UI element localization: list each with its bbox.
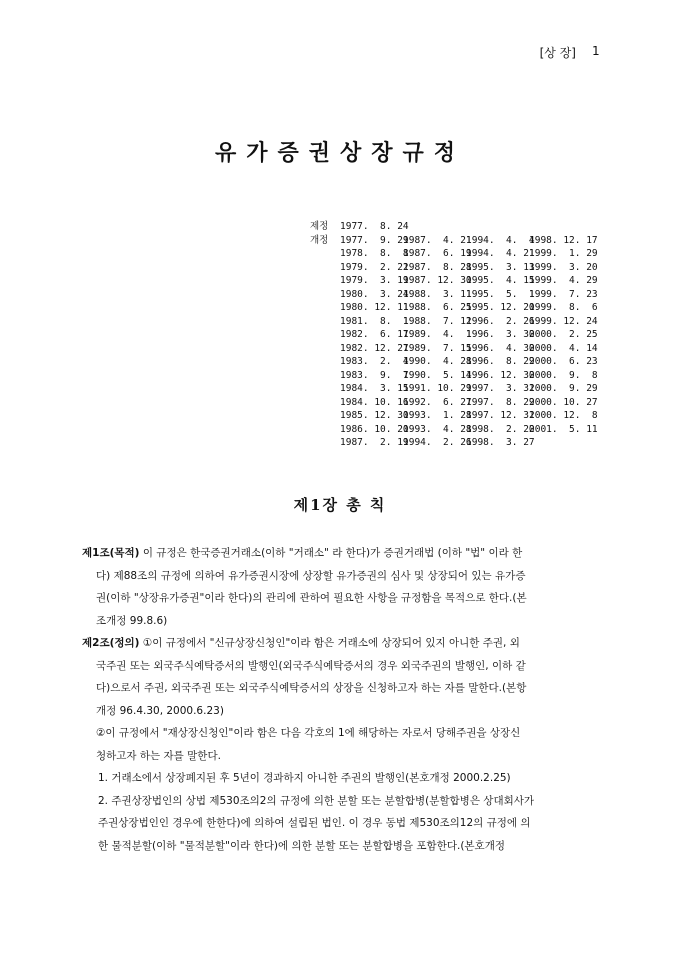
enacted-label: 제정 [310,221,329,232]
article-2-line: 국주권 또는 외국주식예탁증서의 발행인(외국주식예탁증서의 경우 외국주권의 발행인, 이하 같 [96,659,526,672]
amendment-date: 2000. 9. 8 [529,369,598,381]
section-label: [상 장] [539,46,576,60]
article-1-line: 권(이하 "상장유가증권"이라 한다)의 관리에 관하여 필요한 사항을 규정함을 목적으로 한다.(본 [96,592,527,604]
amendment-date: 1999. 7. 23 [529,288,598,300]
amendment-date: 1998. 12. 17 [529,234,598,246]
amendment-date: 1980. 3. 24 [340,288,409,300]
article-2-item-2-line: 주권상장법인인 경우에 한한다)에 의하여 설립된 법인. 이 경우 동법 제530조의12의 규정에 의 [98,817,531,829]
article-2-line: 개정 96.4.30, 2000.6.23) [96,704,224,717]
amendment-row [310,409,598,423]
amendment-row [310,261,598,275]
article-2-item-2-line: 2. 주권상장법인의 상법 제530조의2의 규정에 의한 분할 또는 분할합병(분할합병은 상대회사가 [98,794,535,807]
amendment-date: 1979. 2. 22 [340,261,409,273]
article-1-line: 다) 제88조의 규정에 의하여 유가증권시장에 상장할 유가증권의 심사 및 상장되어 있는 유가증 [96,569,526,582]
amendment-date: 1993. 4. 28 [403,423,472,435]
document-title: 유가증권상장규정 [214,140,466,166]
amendment-date: 2001. 5. 11 [529,423,598,435]
amendment-date: 1999. 3. 20 [529,261,598,273]
amendment-date: 1982. 12. 27 [340,342,409,354]
amendment-row [310,274,598,288]
document-body [82,542,602,857]
amendment-row [310,423,598,437]
amendment-row [310,396,598,410]
amendment-row [310,315,598,329]
amendment-row [310,382,598,396]
amendment-date: 1996. 2. 26 [466,315,535,327]
article-2-heading: 제2조(정의) [82,637,140,649]
amendment-date: 2000. 2. 25 [529,329,598,340]
amendment-date: 1989. 4. 1 [403,329,472,340]
article-2-line: 다)으로서 주권, 외국주권 또는 외국주식예탁증서의 상장을 신청하고자 하는 자를 말한다.(본항 [96,682,527,694]
amendment-date: 1995. 3. 13 [466,261,535,273]
amendment-date: 1984. 3. 15 [340,383,409,394]
amendment-date: 1987. 2. 19 [340,437,409,448]
amendment-date: 1989. 7. 15 [403,342,472,354]
amendment-date: 1978. 8. 8 [340,248,409,259]
amendment-date: 1988. 3. 11 [403,288,472,300]
amendment-date: 1998. 2. 20 [466,423,535,435]
amendment-date: 1996. 3. 30 [466,329,535,340]
amendment-date: 1980. 12. 11 [340,302,409,313]
amendment-date: 1977. 9. 29 [340,234,409,246]
page-header [539,44,600,61]
amendment-date: 1983. 2. 4 [340,356,409,367]
amendment-date: 1994. 4. 4 [466,234,535,246]
article-2-paragraph-2-line: 청하고자 하는 자를 말한다. [96,749,221,762]
amendment-date: 1996. 12. 30 [466,369,535,381]
amendment-date: 1986. 10. 20 [340,423,409,435]
article-1-line: 조개정 99.8.6) [96,614,168,627]
amendment-row [310,342,598,356]
article-1 [82,542,602,632]
article-2-item-2-line: 한 물적분할(이하 "물적분할"이라 한다)에 의한 분할 또는 분할합병을 포함한다.(본호개정 [98,839,505,852]
amendment-date: 1987. 4. 21 [403,234,472,246]
article-1-line: 제1조(목적) 이 규정은 한국증권거래소(이하 "거래소" 라 한다)가 증권거래법 (이하 "법" 이라 한 [82,547,523,559]
amendment-date: 1987. 6. 19 [403,248,472,259]
amendment-date: 1996. 4. 30 [466,342,535,354]
amendment-date: 2000. 4. 14 [529,342,598,354]
page-number: 1 [592,44,600,58]
amendment-dates-table [310,220,598,450]
article-2-item-1: 1. 거래소에서 상장폐지된 후 5년이 경과하지 아니한 주권의 발행인(본호개정 2000.2.25) [98,772,511,784]
amendment-date: 1993. 1. 28 [403,410,472,421]
amendment-date: 1990. 4. 28 [403,356,472,367]
amended-label: 개정 [310,234,329,246]
amendment-date: 1997. 12. 31 [466,410,535,421]
amendment-date: 1983. 9. 7 [340,369,409,381]
amendment-date: 1999. 8. 6 [529,302,598,313]
amendment-date: 1981. 8. 1 [340,315,409,327]
amendment-date: 2000. 12. 8 [529,410,598,421]
amendment-date: 1984. 10. 16 [340,396,409,408]
amendment-row [310,355,598,369]
amendment-date: 1987. 8. 28 [403,261,472,273]
article-2-paragraph-2-line: ②이 규정에서 "재상장신청인"이라 함은 다음 각호의 1에 해당하는 자로서 당해주권을 상장신 [96,727,521,739]
amendment-row [310,301,598,315]
amendment-date: 2000. 10. 27 [529,396,598,408]
amendment-date: 1985. 12. 30 [340,410,409,421]
amendment-date: 1997. 3. 31 [466,383,535,394]
amendment-date: 1998. 3. 27 [466,437,535,448]
amendment-date: 1996. 8. 29 [466,356,535,367]
amendment-date: 1979. 3. 19 [340,275,409,286]
amendment-date: 1987. 12. 30 [403,275,472,286]
amendment-date: 1995. 12. 20 [466,302,535,313]
amendment-date: 1994. 4. 21 [466,248,535,259]
amendment-date: 1994. 2. 26 [403,437,472,448]
amendment-date: 1999. 4. 29 [529,275,598,286]
chapter-heading: 제1장 총 칙 [293,496,387,514]
amendment-row [310,436,587,450]
amendment-row [310,288,598,302]
article-2 [82,632,602,857]
amendment-date: 2000. 9. 29 [529,383,598,394]
amendment-date: 1995. 5. 1 [466,288,535,300]
amendment-date: 1988. 7. 12 [403,315,472,327]
amendment-row [310,234,598,248]
enacted-date: 1977. 8. 24 [340,221,409,232]
amendment-date: 2000. 6. 23 [529,356,598,367]
article-1-heading: 제1조(목적) [82,547,140,559]
amendment-row [310,328,598,342]
amendment-date: 1988. 6. 25 [403,302,472,313]
amendment-date: 1997. 8. 29 [466,396,535,408]
amendment-date: 1992. 6. 27 [403,396,472,408]
amendment-date: 1995. 4. 15 [466,275,535,286]
amendment-row [310,369,598,383]
amendment-row [310,247,598,261]
amendment-date: 1999. 12. 24 [529,315,598,327]
amendment-date: 1982. 6. 17 [340,329,409,340]
amendment-date: 1991. 10. 29 [403,383,472,394]
enacted-row [310,220,587,234]
article-2-line: 제2조(정의) ①이 규정에서 "신규상장신청인"이라 함은 거래소에 상장되어 있지 아니한 주권, 외 [82,637,520,649]
amendment-date: 1999. 1. 29 [529,248,598,259]
amendment-date: 1990. 5. 14 [403,369,472,381]
